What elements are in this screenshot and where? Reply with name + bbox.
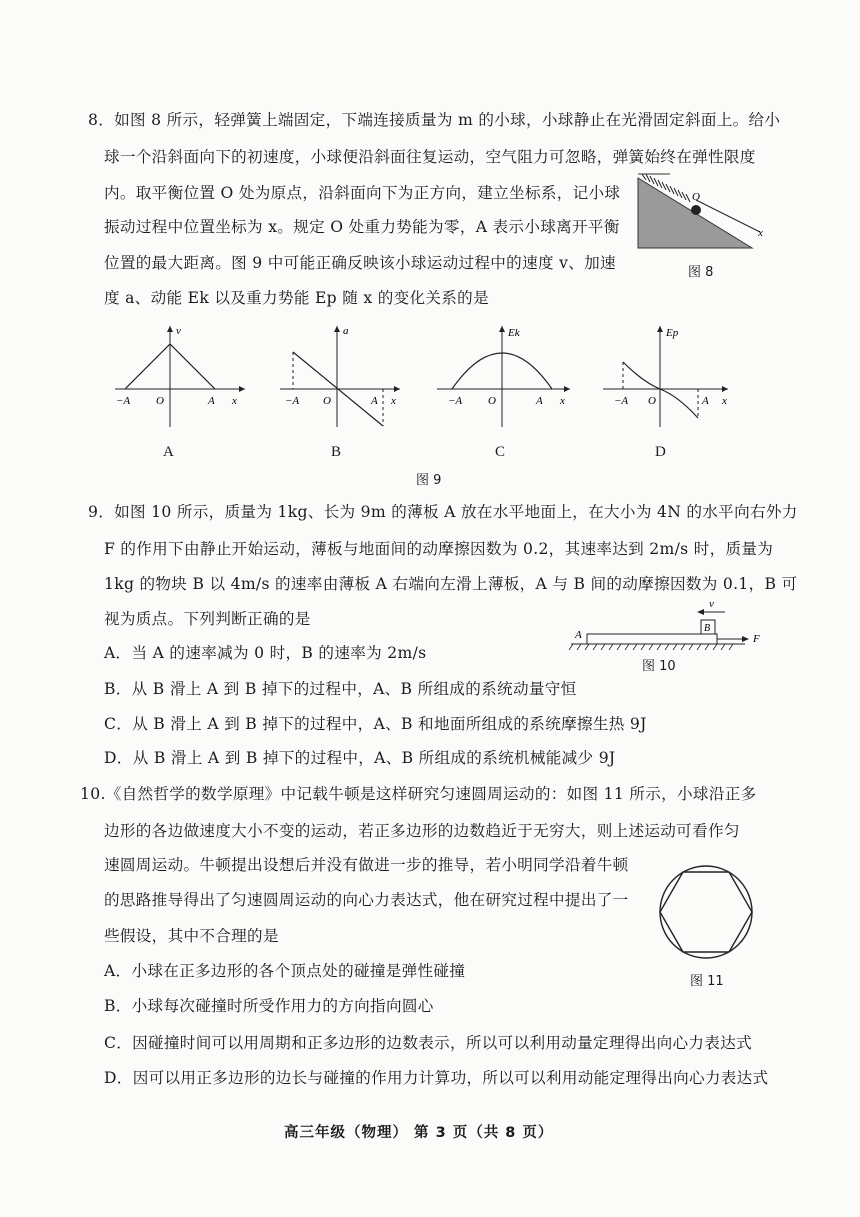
graph-c-kinetic-energy xyxy=(432,322,582,432)
fig10-board-label: A xyxy=(575,629,582,641)
q8-line-6: 度 a、动能 Ek 以及重力势能 Ep 随 x 的变化关系的是 xyxy=(104,289,489,307)
q10-line-3: 速圆周运动。牛顿提出设想后并没有做进一步的推导，若小明同学沿着牛顿 xyxy=(104,856,629,874)
fig10-velocity-label: v xyxy=(709,598,714,610)
graph-d-y-label: Ep xyxy=(666,327,679,339)
graph-b-pos-tick: A xyxy=(371,395,378,407)
graph-c-option-label: C xyxy=(495,444,506,460)
q9-option-d: D．从 B 滑上 A 到 B 掉下的过程中，A、B 所组成的系统机械能减少 9J xyxy=(104,749,616,767)
graph-b-option-label: B xyxy=(331,444,342,460)
q9-line-1: 9．如图 10 所示，质量为 1kg、长为 9m 的薄板 A 放在水平地面上，在大小为 4N 的水平向右外力 xyxy=(88,503,798,521)
figure-8-incline xyxy=(630,170,770,255)
graph-c-origin: O xyxy=(488,395,496,407)
graph-d-potential-energy xyxy=(598,322,743,432)
q10-line-2: 边形的各边做速度大小不变的运动，若正多边形的边数趋近于无穷大，则上述运动可看作匀 xyxy=(104,822,740,840)
figure-11-hexagon-circle xyxy=(656,862,756,962)
fig8-axis-label: x xyxy=(758,227,763,239)
graph-a-x-label: x xyxy=(232,395,237,407)
q10-option-a: A．小球在正多边形的各个顶点处的碰撞是弹性碰撞 xyxy=(104,962,466,980)
figure-10-caption: 图 10 xyxy=(642,659,676,674)
graph-d-pos-tick: A xyxy=(702,395,709,407)
graph-a-velocity xyxy=(110,322,255,432)
q8-line-3: 内。取平衡位置 O 处为原点，沿斜面向下为正方向，建立坐标系，记小球 xyxy=(104,184,621,202)
fig10-force-label: F xyxy=(753,633,760,645)
figure-8-caption: 图 8 xyxy=(688,265,714,280)
graph-a-y-label: v xyxy=(176,325,181,337)
graph-d-x-label: x xyxy=(722,395,727,407)
q8-line-4: 振动过程中位置坐标为 x。规定 O 处重力势能为零，A 表示小球离开平衡 xyxy=(104,218,620,236)
q9-option-b: B．从 B 滑上 A 到 B 掉下的过程中，A、B 所组成的系统动量守恒 xyxy=(104,680,577,698)
graph-c-y-label: Ek xyxy=(508,327,520,339)
figure-10-board-block xyxy=(565,598,765,653)
q10-line-5: 些假设，其中不合理的是 xyxy=(104,927,279,945)
graph-b-neg-tick: −A xyxy=(285,395,300,407)
q10-line-1: 10.《自然哲学的数学原理》中记载牛顿是这样研究匀速圆周运动的：如图 11 所示，小球沿正多 xyxy=(80,785,757,803)
fig8-origin-label: O xyxy=(692,191,700,203)
figure-9-caption: 图 9 xyxy=(416,473,442,488)
graph-a-pos-tick: A xyxy=(208,395,215,407)
q10-option-d: D．因可以用正多边形的边长与碰撞的作用力计算功，所以可以利用动能定理得出向心力表达式 xyxy=(104,1069,769,1087)
graph-d-neg-tick: −A xyxy=(614,395,629,407)
q9-option-c: C．从 B 滑上 A 到 B 掉下的过程中，A、B 和地面所组成的系统摩擦生热 9J xyxy=(104,715,647,733)
q9-option-a: A．当 A 的速率减为 0 时，B 的速率为 2m/s xyxy=(104,644,427,662)
q8-line-5: 位置的最大距离。图 9 中可能正确反映该小球运动过程中的速度 v、加速 xyxy=(104,254,616,272)
figure-11-caption: 图 11 xyxy=(690,974,724,989)
graph-d-origin: O xyxy=(648,395,656,407)
q8-line-2: 球一个沿斜面向下的初速度，小球便沿斜面往复运动，空气阻力可忽略，弹簧始终在弹性限度 xyxy=(104,148,756,166)
graph-d-option-label: D xyxy=(655,444,666,460)
graph-b-acceleration xyxy=(275,322,420,432)
q9-line-4: 视为质点。下列判断正确的是 xyxy=(104,610,311,628)
q10-option-c: C．因碰撞时间可以用周期和正多边形的边数表示，所以可以利用动量定理得出向心力表达式 xyxy=(104,1034,752,1052)
graph-c-neg-tick: −A xyxy=(448,395,463,407)
graph-a-origin: O xyxy=(156,395,164,407)
q9-line-2: F 的作用下由静止开始运动，薄板与地面间的动摩擦因数为 0.2，其速率达到 2m/s 时，质量为 xyxy=(104,540,774,558)
q9-line-3: 1kg 的物块 B 以 4m/s 的速率由薄板 A 右端向左滑上薄板，A 与 B 间的动摩擦因数为 0.1，B 可 xyxy=(104,575,798,593)
graph-c-x-label: x xyxy=(560,395,565,407)
graph-b-y-label: a xyxy=(343,325,349,337)
graph-c-pos-tick: A xyxy=(536,395,543,407)
graph-b-origin: O xyxy=(323,395,331,407)
graph-a-option-label: A xyxy=(163,444,174,460)
graph-a-neg-tick: −A xyxy=(116,395,131,407)
q10-option-b: B．小球每次碰撞时所受作用力的方向指向圆心 xyxy=(104,997,434,1015)
graph-b-x-label: x xyxy=(391,395,396,407)
q8-line-1: 8．如图 8 所示，轻弹簧上端固定，下端连接质量为 m 的小球，小球静止在光滑固定斜面上。给小 xyxy=(88,111,781,129)
fig10-block-label: B xyxy=(704,623,711,634)
q10-line-4: 的思路推导得出了匀速圆周运动的向心力表达式，他在研究过程中提出了一 xyxy=(104,891,629,909)
page-footer: 高三年级（物理） 第 3 页（共 8 页） xyxy=(284,1125,554,1141)
